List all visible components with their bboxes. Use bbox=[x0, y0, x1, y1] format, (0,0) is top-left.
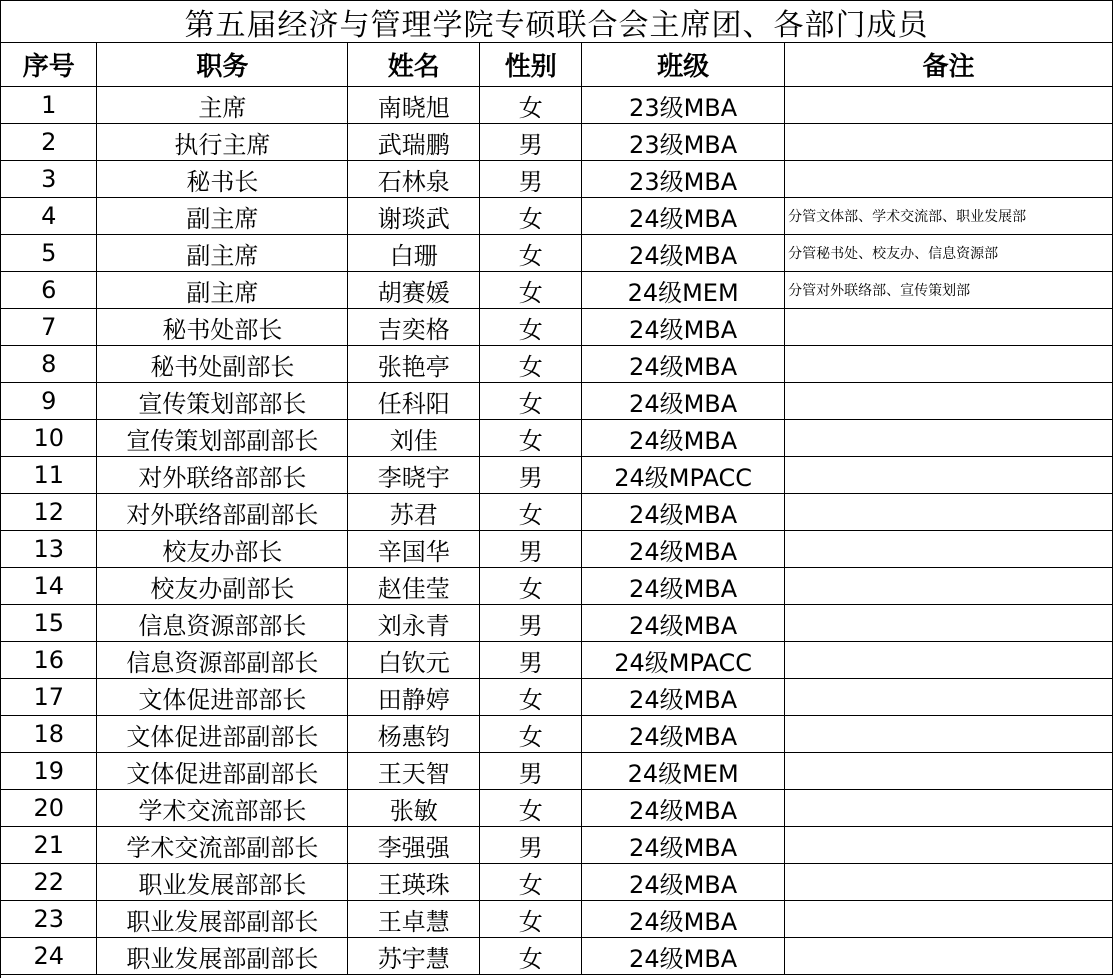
header-class: 班级 bbox=[582, 43, 785, 87]
cell-position: 执行主席 bbox=[97, 124, 348, 161]
table-row bbox=[1, 235, 1113, 272]
cell-gender: 男 bbox=[480, 457, 582, 494]
cell-name: 王卓慧 bbox=[348, 901, 480, 938]
cell-no: 6 bbox=[1, 272, 97, 309]
cell-class: 24级MPACC bbox=[582, 457, 785, 494]
cell-gender: 女 bbox=[480, 716, 582, 753]
cell-position: 学术交流部部长 bbox=[97, 790, 348, 827]
cell-name: 杨惠钧 bbox=[348, 716, 480, 753]
header-name: 姓名 bbox=[348, 43, 480, 87]
table-row bbox=[1, 124, 1113, 161]
cell-no: 23 bbox=[1, 901, 97, 938]
cell-note bbox=[785, 938, 1113, 975]
cell-gender: 女 bbox=[480, 679, 582, 716]
cell-class: 24级MBA bbox=[582, 864, 785, 901]
table-row bbox=[1, 161, 1113, 198]
cell-class: 24级MBA bbox=[582, 568, 785, 605]
cell-position: 秘书长 bbox=[97, 161, 348, 198]
cell-no: 24 bbox=[1, 938, 97, 975]
header-position: 职务 bbox=[97, 43, 348, 87]
cell-no: 8 bbox=[1, 346, 97, 383]
cell-gender: 男 bbox=[480, 161, 582, 198]
cell-no: 3 bbox=[1, 161, 97, 198]
cell-class: 23级MBA bbox=[582, 87, 785, 124]
cell-position: 职业发展部副部长 bbox=[97, 938, 348, 975]
cell-position: 校友办副部长 bbox=[97, 568, 348, 605]
cell-gender: 女 bbox=[480, 494, 582, 531]
cell-note bbox=[785, 568, 1113, 605]
cell-name: 任科阳 bbox=[348, 383, 480, 420]
cell-no: 15 bbox=[1, 605, 97, 642]
table-row bbox=[1, 642, 1113, 679]
cell-class: 24级MBA bbox=[582, 901, 785, 938]
table-row bbox=[1, 864, 1113, 901]
cell-name: 吉奕格 bbox=[348, 309, 480, 346]
header-no: 序号 bbox=[1, 43, 97, 87]
cell-gender: 女 bbox=[480, 383, 582, 420]
cell-no: 7 bbox=[1, 309, 97, 346]
cell-note bbox=[785, 679, 1113, 716]
cell-gender: 女 bbox=[480, 272, 582, 309]
cell-class: 24级MBA bbox=[582, 383, 785, 420]
cell-note bbox=[785, 161, 1113, 198]
cell-name: 刘佳 bbox=[348, 420, 480, 457]
cell-position: 学术交流部副部长 bbox=[97, 827, 348, 864]
cell-position: 副主席 bbox=[97, 272, 348, 309]
cell-note: 分管文体部、学术交流部、职业发展部 bbox=[785, 198, 1113, 235]
cell-name: 刘永青 bbox=[348, 605, 480, 642]
cell-no: 11 bbox=[1, 457, 97, 494]
cell-gender: 男 bbox=[480, 124, 582, 161]
header-note: 备注 bbox=[785, 43, 1113, 87]
cell-no: 5 bbox=[1, 235, 97, 272]
cell-name: 王瑛珠 bbox=[348, 864, 480, 901]
cell-name: 田静婷 bbox=[348, 679, 480, 716]
cell-gender: 女 bbox=[480, 568, 582, 605]
header-gender: 性别 bbox=[480, 43, 582, 87]
cell-name: 李晓宇 bbox=[348, 457, 480, 494]
cell-note bbox=[785, 790, 1113, 827]
cell-no: 12 bbox=[1, 494, 97, 531]
cell-gender: 女 bbox=[480, 864, 582, 901]
table-row bbox=[1, 605, 1113, 642]
cell-name: 张艳亭 bbox=[348, 346, 480, 383]
cell-class: 24级MBA bbox=[582, 494, 785, 531]
cell-no: 19 bbox=[1, 753, 97, 790]
table-row bbox=[1, 346, 1113, 383]
cell-position: 文体促进部部长 bbox=[97, 679, 348, 716]
cell-class: 24级MEM bbox=[582, 753, 785, 790]
cell-gender: 女 bbox=[480, 346, 582, 383]
cell-note bbox=[785, 864, 1113, 901]
cell-note bbox=[785, 827, 1113, 864]
cell-position: 对外联络部副部长 bbox=[97, 494, 348, 531]
cell-class: 24级MBA bbox=[582, 309, 785, 346]
cell-note bbox=[785, 87, 1113, 124]
cell-note bbox=[785, 753, 1113, 790]
cell-gender: 男 bbox=[480, 753, 582, 790]
cell-gender: 女 bbox=[480, 790, 582, 827]
cell-gender: 女 bbox=[480, 198, 582, 235]
table-row bbox=[1, 716, 1113, 753]
cell-class: 24级MBA bbox=[582, 938, 785, 975]
cell-class: 23级MBA bbox=[582, 161, 785, 198]
cell-name: 谢琰武 bbox=[348, 198, 480, 235]
cell-position: 秘书处副部长 bbox=[97, 346, 348, 383]
table-row bbox=[1, 272, 1113, 309]
cell-position: 信息资源部副部长 bbox=[97, 642, 348, 679]
cell-note bbox=[785, 605, 1113, 642]
cell-note: 分管对外联络部、宣传策划部 bbox=[785, 272, 1113, 309]
cell-name: 胡赛媛 bbox=[348, 272, 480, 309]
cell-note: 分管秘书处、校友办、信息资源部 bbox=[785, 235, 1113, 272]
cell-note bbox=[785, 346, 1113, 383]
cell-gender: 女 bbox=[480, 901, 582, 938]
table-body bbox=[1, 87, 1113, 975]
cell-no: 9 bbox=[1, 383, 97, 420]
cell-class: 24级MEM bbox=[582, 272, 785, 309]
cell-position: 文体促进部副部长 bbox=[97, 753, 348, 790]
cell-gender: 男 bbox=[480, 605, 582, 642]
table-row bbox=[1, 827, 1113, 864]
table-row bbox=[1, 309, 1113, 346]
cell-position: 秘书处部长 bbox=[97, 309, 348, 346]
cell-no: 13 bbox=[1, 531, 97, 568]
cell-gender: 女 bbox=[480, 87, 582, 124]
cell-gender: 女 bbox=[480, 938, 582, 975]
header-row bbox=[1, 43, 1113, 87]
table-row bbox=[1, 679, 1113, 716]
cell-name: 苏宇慧 bbox=[348, 938, 480, 975]
table-row bbox=[1, 531, 1113, 568]
cell-no: 1 bbox=[1, 87, 97, 124]
cell-position: 主席 bbox=[97, 87, 348, 124]
table-row bbox=[1, 938, 1113, 975]
cell-no: 14 bbox=[1, 568, 97, 605]
cell-class: 24级MBA bbox=[582, 605, 785, 642]
cell-gender: 男 bbox=[480, 531, 582, 568]
cell-position: 副主席 bbox=[97, 198, 348, 235]
table-row bbox=[1, 568, 1113, 605]
cell-note bbox=[785, 494, 1113, 531]
cell-position: 副主席 bbox=[97, 235, 348, 272]
cell-class: 23级MBA bbox=[582, 124, 785, 161]
table-row bbox=[1, 753, 1113, 790]
cell-no: 18 bbox=[1, 716, 97, 753]
cell-no: 2 bbox=[1, 124, 97, 161]
cell-note bbox=[785, 716, 1113, 753]
cell-note bbox=[785, 531, 1113, 568]
cell-note bbox=[785, 124, 1113, 161]
cell-no: 20 bbox=[1, 790, 97, 827]
cell-class: 24级MBA bbox=[582, 827, 785, 864]
cell-name: 张敏 bbox=[348, 790, 480, 827]
cell-gender: 女 bbox=[480, 309, 582, 346]
cell-name: 南晓旭 bbox=[348, 87, 480, 124]
cell-gender: 女 bbox=[480, 235, 582, 272]
cell-position: 文体促进部副部长 bbox=[97, 716, 348, 753]
cell-note bbox=[785, 642, 1113, 679]
table-row bbox=[1, 790, 1113, 827]
cell-name: 李强强 bbox=[348, 827, 480, 864]
cell-class: 24级MBA bbox=[582, 679, 785, 716]
cell-gender: 男 bbox=[480, 827, 582, 864]
cell-class: 24级MBA bbox=[582, 235, 785, 272]
cell-name: 武瑞鹏 bbox=[348, 124, 480, 161]
table-row bbox=[1, 383, 1113, 420]
cell-class: 24级MBA bbox=[582, 420, 785, 457]
member-table bbox=[1, 43, 1113, 975]
table-row bbox=[1, 87, 1113, 124]
cell-position: 宣传策划部副部长 bbox=[97, 420, 348, 457]
cell-name: 白钦元 bbox=[348, 642, 480, 679]
cell-class: 24级MBA bbox=[582, 531, 785, 568]
table-row bbox=[1, 420, 1113, 457]
cell-gender: 女 bbox=[480, 420, 582, 457]
cell-class: 24级MBA bbox=[582, 716, 785, 753]
cell-gender: 男 bbox=[480, 642, 582, 679]
cell-note bbox=[785, 383, 1113, 420]
sheet-title: 第五届经济与管理学院专硕联合会主席团、各部门成员 bbox=[1, 1, 1113, 43]
cell-position: 职业发展部部长 bbox=[97, 864, 348, 901]
cell-no: 10 bbox=[1, 420, 97, 457]
cell-position: 信息资源部部长 bbox=[97, 605, 348, 642]
table-row bbox=[1, 494, 1113, 531]
cell-note bbox=[785, 309, 1113, 346]
cell-position: 宣传策划部部长 bbox=[97, 383, 348, 420]
cell-no: 16 bbox=[1, 642, 97, 679]
cell-position: 校友办部长 bbox=[97, 531, 348, 568]
table-row bbox=[1, 198, 1113, 235]
cell-no: 21 bbox=[1, 827, 97, 864]
table-row bbox=[1, 901, 1113, 938]
cell-class: 24级MBA bbox=[582, 790, 785, 827]
cell-note bbox=[785, 901, 1113, 938]
cell-class: 24级MBA bbox=[582, 198, 785, 235]
table-row bbox=[1, 457, 1113, 494]
cell-name: 辛国华 bbox=[348, 531, 480, 568]
cell-no: 4 bbox=[1, 198, 97, 235]
cell-name: 赵佳莹 bbox=[348, 568, 480, 605]
cell-note bbox=[785, 457, 1113, 494]
cell-class: 24级MBA bbox=[582, 346, 785, 383]
cell-class: 24级MPACC bbox=[582, 642, 785, 679]
cell-note bbox=[785, 420, 1113, 457]
cell-name: 王天智 bbox=[348, 753, 480, 790]
cell-no: 22 bbox=[1, 864, 97, 901]
cell-position: 对外联络部部长 bbox=[97, 457, 348, 494]
cell-no: 17 bbox=[1, 679, 97, 716]
cell-name: 苏君 bbox=[348, 494, 480, 531]
cell-position: 职业发展部副部长 bbox=[97, 901, 348, 938]
cell-name: 石林泉 bbox=[348, 161, 480, 198]
cell-name: 白珊 bbox=[348, 235, 480, 272]
